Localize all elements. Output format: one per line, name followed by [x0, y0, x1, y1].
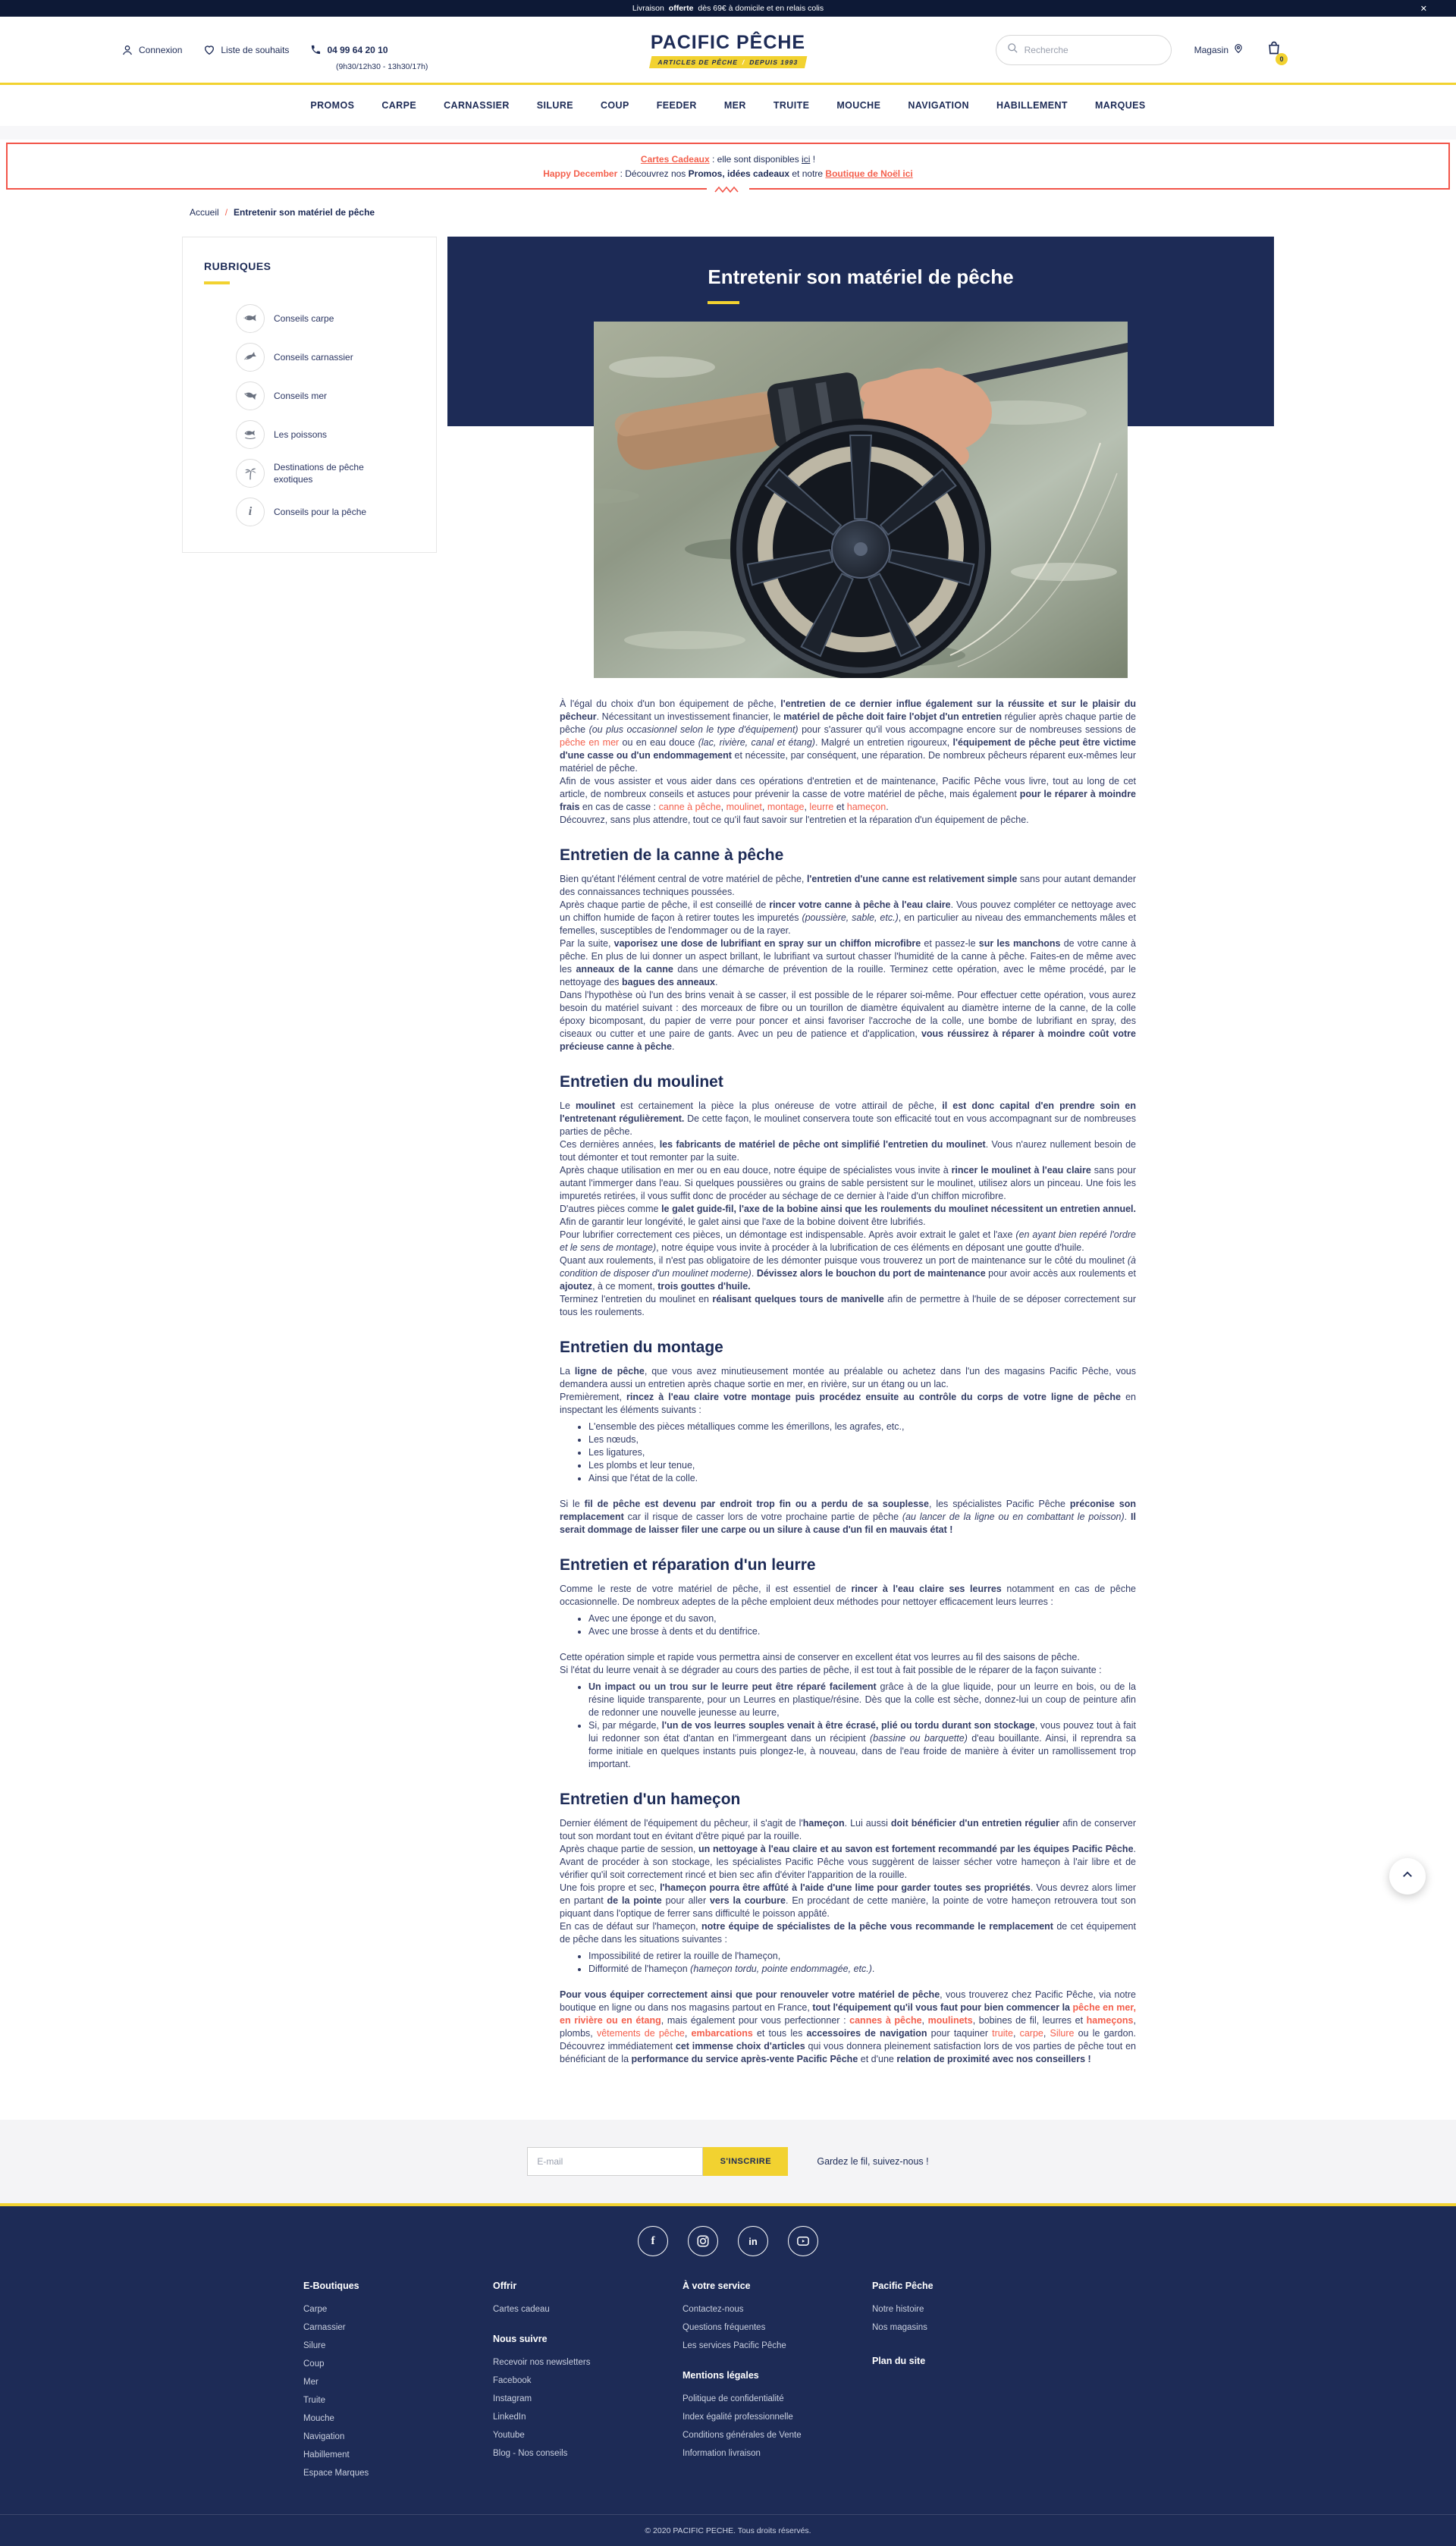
phone-hours: (9h30/12h30 - 13h30/17h): [336, 62, 428, 71]
section-heading-canne: Entretien de la canne à pêche: [560, 846, 784, 864]
footer-link[interactable]: Mouche: [303, 2414, 334, 2423]
nav-item-marques[interactable]: MARQUES: [1094, 100, 1146, 111]
footer-link[interactable]: Carpe: [303, 2305, 328, 2314]
login-link[interactable]: [121, 44, 182, 56]
paragraph: En cas de défaut sur l'hameçon, notre équipe de spécialistes de la pêche vous recommande le remplacement de cet équipement de pêche dans les situations suivantes :: [560, 1921, 1136, 1945]
social-links: [0, 2226, 1456, 2256]
paragraph: Si l'état du leurre venait à se dégrader au cours des parties de pêche, il est tout à fait possible de le réparer de la façon suivante :: [560, 1665, 1102, 1675]
footer-link[interactable]: Nos magasins: [872, 2323, 927, 2332]
footer-link[interactable]: Index égalité professionnelle: [682, 2413, 793, 2422]
nav-item-feeder[interactable]: FEEDER: [656, 100, 697, 111]
checklist-montage: [588, 1421, 1136, 1485]
footer-link[interactable]: Cartes cadeau: [493, 2305, 550, 2314]
paragraph: Bien qu'étant l'élément central de votre matériel de pêche, l'entretien d'une canne est relativement simple sans pour autant demander des connaissances techniques poussées.: [560, 874, 1136, 897]
login-label: Connexion: [139, 44, 183, 55]
nav-item-carnassier[interactable]: CARNASSIER: [444, 100, 510, 111]
sidebar-item-conseils-mer[interactable]: Conseils mer: [236, 381, 415, 410]
close-icon[interactable]: ✕: [1420, 4, 1427, 14]
logo-ribbon: ARTICLES DE PÊCHE / DEPUIS 1993: [649, 56, 807, 68]
fish-icon: [236, 381, 265, 410]
palm-icon: [236, 459, 265, 488]
footer-columns: [303, 2281, 1456, 2482]
sidebar-item-conseils-peche[interactable]: i Conseils pour la pêche: [236, 498, 415, 526]
facebook-icon[interactable]: f: [638, 2226, 668, 2256]
site-logo[interactable]: [651, 32, 806, 68]
yellow-dash: [204, 281, 230, 284]
nav-item-habillement[interactable]: HABILLEMENT: [996, 100, 1068, 111]
map-pin-icon: [1233, 43, 1244, 56]
list-leurre-methods: [588, 1612, 1136, 1638]
paragraph: Le moulinet est certainement la pièce la plus onéreuse de votre attirail de pêche, il est donc capital d'en prendre soin en l'entretenant régulièrement. De cette façon, le moulinet conservera toute son efficacité tout en vous accompagnant sur de nombreuses parties de pêche.: [560, 1100, 1137, 1137]
footer-link[interactable]: Carnassier: [303, 2323, 346, 2332]
section-heading-moulinet: Entretien du moulinet: [560, 1073, 723, 1091]
footer-col-title: Mentions légales: [682, 2370, 759, 2381]
footer-col-title: À votre service: [682, 2281, 751, 2291]
phone-number: 04 99 64 20 10: [327, 44, 388, 55]
nav-item-carpe[interactable]: CARPE: [381, 100, 417, 111]
heart-icon: [203, 44, 215, 56]
nav-divider-strip: [0, 126, 1456, 140]
content-column: [447, 237, 1274, 2066]
promo-line-2: Happy December : Découvrez nos Promos, idées cadeaux et notre Boutique de Noël ici: [543, 168, 913, 179]
paragraph: Quant aux roulements, il n'est pas obligatoire de les démonter puisque vous trouverez un port de maintenance sur le côté du moulinet (à condition de disposer d'un moulinet moderne). Dévissez alors le bouchon du port de maintenance pour avoir accès aux roulements et ajoutez, à ce moment, trois gouttes d'huile.: [560, 1255, 1136, 1292]
footer-link[interactable]: Notre histoire: [872, 2305, 924, 2314]
nav-item-silure[interactable]: SILURE: [536, 100, 573, 111]
paragraph: Pour lubrifier correctement ces pièces, un démontage est indispensable. Après avoir extrait le galet et l'axe (en ayant bien repéré l'ordre et le sens de montage), notre équipe vous invite à procéder à la lubrification de ces éléments en déposant une goutte d'huile.: [560, 1229, 1136, 1253]
list-item: • Difformité de l'hameçon (hameçon tordu, pointe endommagée, etc.).: [588, 1963, 1136, 1976]
fish-icon: [236, 420, 265, 449]
breadcrumb-home[interactable]: Accueil: [190, 207, 219, 218]
paragraph: Si le fil de pêche est devenu par endroit trop fin ou a perdu de sa souplesse, les spécialistes Pacific Pêche préconise son remplacement car il risque de casser lors de votre prochaine partie de pêche (au lancer de la ligne ou en combattant le poisson). Il serait dommage de laisser filer une carpe ou un silure à cause d'un fil en mauvais état !: [560, 1499, 1136, 1535]
footer-link[interactable]: Mer: [303, 2378, 318, 2387]
section-heading-leurre: Entretien et réparation d'un leurre: [560, 1556, 816, 1574]
footer-col-pacific: [872, 2281, 1062, 2482]
footer-link[interactable]: LinkedIn: [493, 2413, 526, 2422]
rubriques-title: RUBRIQUES: [204, 260, 271, 272]
breadcrumb-separator: /: [224, 207, 228, 218]
fish-icon: [236, 304, 265, 333]
footer-link[interactable]: Conditions générales de Vente: [682, 2431, 802, 2440]
footer-link[interactable]: Coup: [303, 2359, 325, 2369]
list-item: • Les plombs et leur tenue,: [588, 1459, 1136, 1472]
footer-col-title: E-Boutiques: [303, 2281, 359, 2291]
store-label: Magasin: [1194, 44, 1228, 55]
footer-link[interactable]: Recevoir nos newsletters: [493, 2358, 591, 2367]
nav-item-mouche[interactable]: MOUCHE: [836, 100, 881, 111]
topbar: [0, 0, 1456, 17]
paragraph: Après chaque partie de session, un nettoyage à l'eau claire et au savon est fortement recommandé par les équipes Pacific Pêche. Avant de procéder à son stockage, les spécialistes Pacific Pêche vous suggèrent de laisser sécher votre hameçon à l'air libre et de vérifier qu'il soit correctement rincé et bien sec afin d'éviter l'apparition de la rouille.: [560, 1844, 1137, 1880]
store-locator[interactable]: [1194, 43, 1244, 56]
footer-link[interactable]: Contactez-nous: [682, 2305, 744, 2314]
linkedin-icon[interactable]: in: [738, 2226, 768, 2256]
section-heading-montage: Entretien du montage: [560, 1339, 723, 1356]
sidebar-item-destinations-exotiques[interactable]: Destinations de pêche exotiques: [236, 459, 415, 488]
search-box[interactable]: [996, 35, 1172, 65]
paragraph: Terminez l'entretien du moulinet en réalisant quelques tours de manivelle afin de permettre à l'huile de se déposer correctement sur tous les roulements.: [560, 1294, 1137, 1317]
list-item: • Les nœuds,: [588, 1433, 1136, 1446]
nav-item-navigation[interactable]: NAVIGATION: [908, 100, 969, 111]
footer-link[interactable]: Habillement: [303, 2450, 350, 2460]
rubriques-card: [182, 237, 437, 553]
footer-col-title: Pacific Pêche: [872, 2281, 934, 2291]
list-leurre-repair: [588, 1681, 1136, 1771]
paragraph: Dernier élément de l'équipement du pêcheur, il s'agit de l'hameçon. Lui aussi doit bénéficier d'un entretien régulier afin de conserver tout son mordant tout en évitant d'être piqué par la rouille.: [560, 1818, 1136, 1841]
back-to-top-button[interactable]: [1389, 1858, 1426, 1895]
header-right: [996, 35, 1282, 65]
header-left: [121, 43, 388, 57]
closing-paragraph: Pour vous équiper correctement ainsi que pour renouveler votre matériel de pêche, vous trouverez chez Pacific Pêche, via notre boutique en ligne ou dans nos magasins partout en France, tout l'équipement qu'il vous faut pour bien commencer la pêche en mer, en rivière ou en étang, mais également pour vous perfectionner : cannes à pêche, moulinets, bobines de fil, leurres et hameçons, plombs, vêtements de pêche, embarcations et tous les accessoires de navigation pour taquiner truite, carpe, Silure ou le gardon. Découvrez immédiatement cet immense choix d'articles qui vous donnera pleinement satisfaction lors de vos parties de pêche tout en bénéficiant de la performance du service après-vente Pacific Pêche et d'une relation de proximité avec nos conseillers !: [560, 1989, 1136, 2064]
footer-link[interactable]: Questions fréquentes: [682, 2323, 766, 2332]
sidebar: [182, 237, 437, 2066]
sidebar-item-conseils-carnassier[interactable]: Conseils carnassier: [236, 343, 415, 372]
section-heading-hamecon: Entretien d'un hameçon: [560, 1791, 741, 1808]
youtube-icon[interactable]: [788, 2226, 818, 2256]
nav-item-promos[interactable]: PROMOS: [310, 100, 355, 111]
nav-item-coup[interactable]: COUP: [601, 100, 629, 111]
paragraph: Afin de vous assister et vous aider dans ces opérations d'entretien et de maintenance, Pacific Pêche vous livre, tout au long de cet article, de nombreux conseils et astuces pour prévenir la casse de votre matériel de pêche, mais également pour le réparer à moindre frais en cas de casse : canne à pêche, moulinet, montage, leurre et hameçon.: [560, 776, 1137, 812]
search-input[interactable]: [1025, 45, 1146, 55]
promo-banner[interactable]: [6, 143, 1450, 190]
wishlist-label: Liste de souhaits: [221, 44, 290, 55]
footer-link[interactable]: Navigation: [303, 2432, 345, 2441]
breadcrumb-current: Entretenir son matériel de pêche: [234, 207, 375, 218]
footer-col-title: Nous suivre: [493, 2334, 548, 2344]
footer-col-offrir-suivre: [493, 2281, 682, 2482]
paragraph: La ligne de pêche, que vous avez minutieusement montée au préalable ou achetez dans l'un des magasins Pacific Pêche, vous demandera aussi un entretien après chaque sortie en mer, en rivière, sur un étang ou un lac.: [560, 1366, 1136, 1389]
main-nav: [0, 85, 1456, 126]
info-icon: i: [236, 498, 265, 526]
footer-link[interactable]: Espace Marques: [303, 2469, 369, 2478]
footer-link[interactable]: Les services Pacific Pêche: [682, 2341, 786, 2350]
search-icon: [1007, 42, 1018, 58]
footer-link[interactable]: Politique de confidentialité: [682, 2394, 784, 2403]
paragraph: Ces dernières années, les fabricants de matériel de pêche ont simplifié l'entretien du moulinet. Vous n'aurez nullement besoin de tout démonter et tout remonter par la suite.: [560, 1139, 1136, 1163]
user-icon: [121, 44, 133, 56]
nav-item-mer[interactable]: MER: [723, 100, 746, 111]
list-item: • Si, par mégarde, l'un de vos leurres souples venait à être écrasé, plié ou tordu durant son stockage, vous pouvez tout à fait lui redonner son état d'antan en l'immergeant dans un récipient (bassine ou barquette) d'eau bouillante. Ainsi, il reprendra sa forme initiale en quelques instants puis plongez-le, à nouveau, dans de l'eau froide de manière à éviter un ramollissement trop important.: [588, 1719, 1136, 1771]
list-item: • Avec une éponge et du savon,: [588, 1612, 1136, 1625]
sidebar-item-les-poissons[interactable]: Les poissons: [236, 420, 415, 449]
footer-link[interactable]: Blog - Nos conseils: [493, 2449, 568, 2458]
main-layout: [182, 237, 1274, 2066]
footer-link[interactable]: Facebook: [493, 2376, 532, 2385]
paragraph: Comme le reste de votre matériel de pêche, il est essentiel de rincer à l'eau claire ses leurres notamment en cas de pêche occasionnelle. De nombreux adeptes de la pêche emploient deux méthodes pour nettoyer efficacement leurs leurres :: [560, 1584, 1136, 1607]
nav-item-truite[interactable]: TRUITE: [773, 100, 810, 111]
paragraph: Par la suite, vaporisez une dose de lubrifiant en spray sur un chiffon microfibre et passez-le sur les manchons de votre canne à pêche. En plus de lui donner un aspect brillant, le lubrifiant va surtout chasser l'humidité de la canne à pêche. Faites-en de même avec les anneaux de la canne dans une démarche de prévention de la rouille. Terminez cette opération, avec le même procédé, par le nettoyage des bagues des anneaux.: [560, 938, 1136, 987]
footer-col-title: Offrir: [493, 2281, 517, 2291]
footer-link[interactable]: Truite: [303, 2396, 325, 2405]
footer: [0, 2206, 1456, 2546]
paragraph: À l'égal du choix d'un bon équipement de pêche, l'entretien de ce dernier influe également sur la réussite et sur le plaisir du pêcheur. Nécessitant un investissement financier, le matériel de pêche doit faire l'objet d'un entretien régulier après chaque partie de pêche (ou plus occasionnel selon le type d'équipement) pour s'assurer qu'il vous accompagne encore sur de nombreuses sessions de pêche en mer ou en eau douce (lac, rivière, canal et étang). Malgré un entretien rigoureux, l'équipement de pêche peut être victime d'une casse ou d'un endommagement et nécessite, par conséquent, une réparation. De nombreux pêcheurs réparent eux-mêmes leur matériel de pêche.: [560, 699, 1137, 774]
paragraph: Premièrement, rincez à l'eau claire votre montage puis procédez ensuite au contrôle du corps de votre ligne de pêche en inspectant les éléments suivants :: [560, 1392, 1136, 1415]
zigzag-decoration: [707, 186, 749, 193]
paragraph: Découvrez, sans plus attendre, tout ce qu'il faut savoir sur l'entretien et la réparation d'un équipement de pêche.: [560, 815, 1029, 825]
article-hero-image: [594, 322, 1128, 678]
breadcrumb: [190, 206, 1456, 218]
wishlist-link[interactable]: [203, 44, 289, 56]
newsletter-email-input[interactable]: [527, 2147, 703, 2176]
footer-col-service-legal: [682, 2281, 872, 2482]
paragraph: Après chaque utilisation en mer ou en eau douce, notre équipe de spécialistes vous invite à rincer le moulinet à l'eau claire sans pour autant l'immerger dans l'eau. Si quelques poussières ou grains de sable persistent sur le moulinet, utilisez alors un pinceau. Une fois les impuretés retirées, il vous suffit donc de procéder au séchage de ce dernier à l'aide d'un chiffon microfibre.: [560, 1165, 1136, 1201]
list-item: • L'ensemble des pièces métalliques comme les émerillons, les agrafes, etc.,: [588, 1421, 1136, 1433]
paragraph: Une fois propre et sec, l'hameçon pourra être affûté à l'aide d'une lime pour garder toutes ses propriétés. Vous devrez alors limer en partant de la pointe pour aller vers la courbure. En procédant de cette manière, la pointe de votre hameçon retrouvera tout son piquant dans l'optique de ferrer sans difficulté le poisson appâté.: [560, 1882, 1137, 1919]
paragraph: Après chaque partie de pêche, il est conseillé de rincer votre canne à pêche à l'eau claire. Vous pouvez compléter ce nettoyage avec un chiffon humide de façon à retirer toutes les impuretés (poussière, sable, etc.), en particulier au niveau des emmanchements mâles et femelles, susceptibles de l'endommager ou de la rayer.: [560, 899, 1136, 936]
title-underline: [708, 301, 739, 304]
instagram-icon[interactable]: [688, 2226, 718, 2256]
fish-icon: [236, 343, 265, 372]
promo-line-1: Cartes Cadeaux : elle sont disponibles ici !: [640, 153, 816, 165]
list-item: • Les ligatures,: [588, 1446, 1136, 1459]
page-title: Entretenir son matériel de pêche: [708, 265, 1014, 288]
cart-count-badge: 0: [1276, 53, 1288, 65]
newsletter-bar: [0, 2120, 1456, 2203]
footer-link[interactable]: Silure: [303, 2341, 326, 2350]
footer-link[interactable]: Youtube: [493, 2431, 525, 2440]
list-item: • Ainsi que l'état de la colle.: [588, 1472, 1136, 1485]
paragraph: Cette opération simple et rapide vous permettra ainsi de conserver en excellent état vos leurres au fil des saisons de pêche.: [560, 1652, 1080, 1662]
footer-link[interactable]: Instagram: [493, 2394, 532, 2403]
footer-link[interactable]: Information livraison: [682, 2449, 761, 2458]
cart-button[interactable]: [1266, 40, 1284, 63]
logo-title: PACIFIC PÊCHE: [650, 31, 806, 53]
chevron-up-icon: [1401, 1868, 1414, 1885]
article-body: [447, 678, 1274, 2066]
list-hamecon: [588, 1950, 1136, 1976]
paragraph: Dans l'hypothèse où l'un des brins venait à se casser, il est possible de le réparer soi-même. Pour effectuer cette opération, vous aurez besoin du matériel suivant : des morceaux de fibre ou un tourillon de diamètre équivalent au diamètre interne de la canne, de la colle époxy bicomposant, du papier de verre pour poncer et ainsi favoriser l'accroche de la colle, une bombe de lubrifiant en spray, des ciseaux ou cutter et une paire de gants. Avec un peu de patience et d'application, vous réussirez à réparer à moindre coût votre précieuse canne à pêche.: [560, 990, 1136, 1052]
paragraph: D'autres pièces comme le galet guide-fil, l'axe de la bobine ainsi que les roulements du moulinet nécessitent un entretien annuel. Afin de garantir leur longévité, le galet ainsi que l'axe de la bobine doivent être lubrifiés.: [560, 1204, 1136, 1227]
footer-col-eboutiques: [303, 2281, 493, 2482]
header: [0, 17, 1456, 85]
list-item: • Impossibilité de retirer la rouille de l'hameçon,: [588, 1950, 1136, 1963]
phone-block[interactable]: [310, 43, 388, 57]
phone-icon: [310, 44, 322, 55]
follow-us-label: Gardez le fil, suivez-nous !: [817, 2156, 929, 2167]
topbar-message: Livraison offerte dès 69€ à domicile et en relais colis: [632, 4, 824, 13]
newsletter-subscribe-button[interactable]: S'INSCRIRE: [703, 2147, 788, 2176]
copyright: © 2020 PACIFIC PECHE. Tous droits réservés.: [0, 2514, 1456, 2546]
footer-link-sitemap[interactable]: Plan du site: [872, 2356, 926, 2366]
list-item: • Un impact ou un trou sur le leurre peut être réparé facilement grâce à de la glue liquide, pour un leurre en bois, ou de la résine liquide transparente, pour un Leurres en plastique/résine. Dès que la colle est sèche, donnez-lui un coup de peinture afin de redonner une nouvelle jeunesse au leurre,: [588, 1681, 1136, 1719]
sidebar-item-conseils-carpe[interactable]: Conseils carpe: [236, 304, 415, 333]
list-item: • Avec une brosse à dents et du dentifrice.: [588, 1625, 1136, 1638]
